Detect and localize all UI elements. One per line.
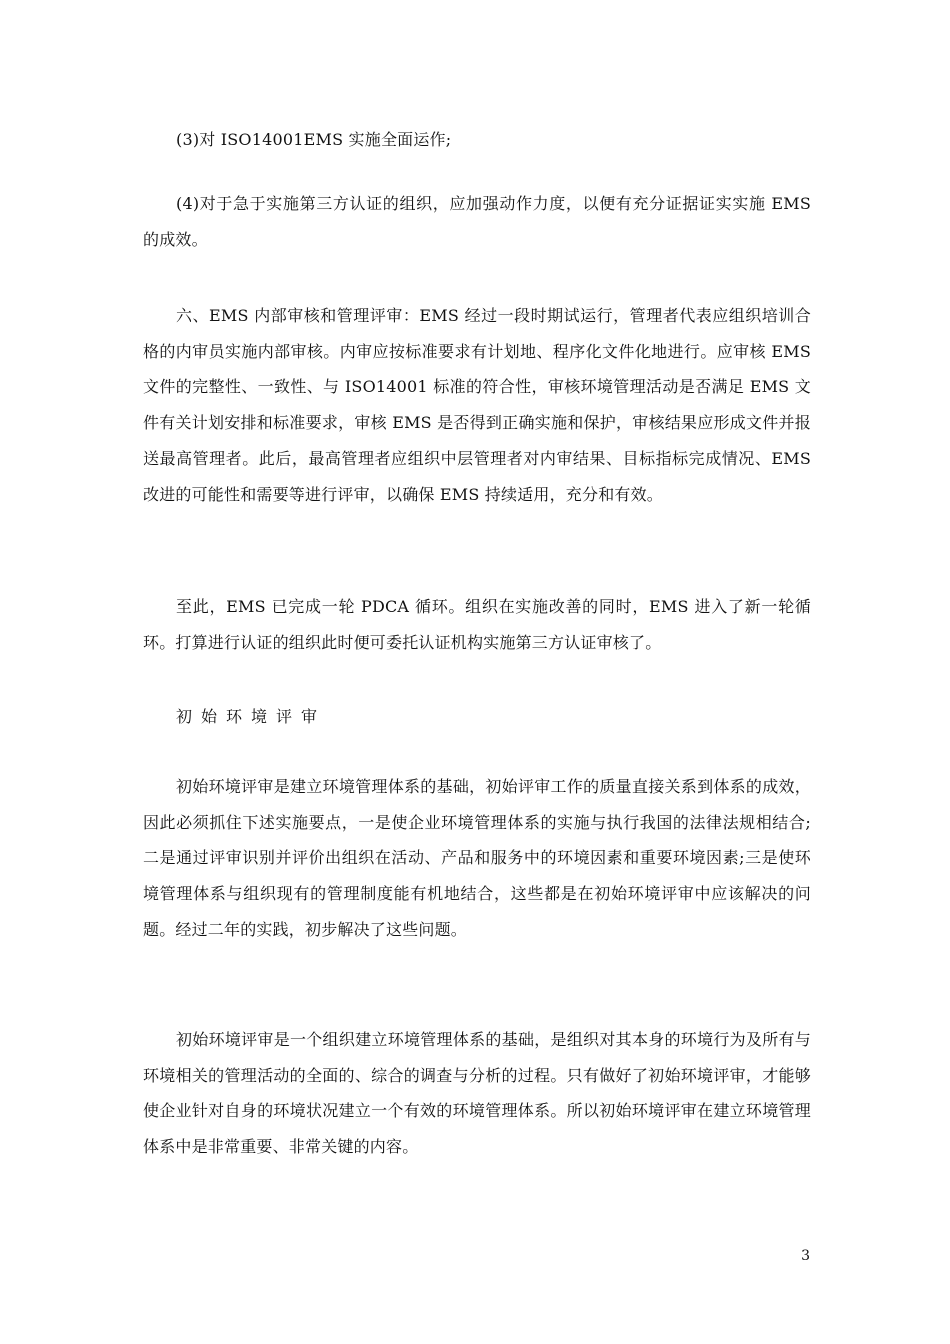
paragraph-item-3: (3)对 ISO14001EMS 实施全面运作; <box>176 130 452 149</box>
paragraph-section-six: 六、EMS 内部审核和管理评审：EMS 经过一段时期试运行，管理者代表应组织培训合格的内审员实施内部审核。内审应按标准要求有计划地、程序化文件化地进行。应审核 EMS 文件的完整性、一致性、与 ISO14001 标准的符合性，审核环境管理活动是否满足 EMS 文件有关计划安排和标准要求，审核 EMS 是否得到正确实施和保护，审核结果应形成文件并报送最高管理者。此后，最高管理者应组织中层管理者对内审结果、目标指标完成情况、EMS 改进的可能性和需要等进行评审，以确保 EMS 持续适用，充分和有效。 <box>143 306 811 504</box>
paragraph-initial-review-1: 初始环境评审是建立环境管理体系的基础，初始评审工作的质量直接关系到体系的成效，因此必须抓住下述实施要点，一是使企业环境管理体系的实施与执行我国的法律法规相结合;二是通过评审识别并评价出组织在活动、产品和服务中的环境因素和重要环境因素;三是使环境管理体系与组织现有的管理制度能有机地结合，这些都是在初始环境评审中应该解决的问题。经过二年的实践，初步解决了这些问题。 <box>143 777 811 939</box>
page-number: 3 <box>801 1248 810 1264</box>
paragraph-pdca-summary: 至此，EMS 已完成一轮 PDCA 循环。组织在实施改善的同时，EMS 进入了新一轮循环。打算进行认证的组织此时便可委托认证机构实施第三方认证审核了。 <box>143 597 811 652</box>
paragraph-initial-review-2: 初始环境评审是一个组织建立环境管理体系的基础，是组织对其本身的环境行为及所有与环境相关的管理活动的全面的、综合的调查与分析的过程。只有做好了初始环境评审，才能够使企业针对自身的环境状况建立一个有效的环境管理体系。所以初始环境评审在建立环境管理体系中是非常重要、非常关键的内容。 <box>143 1030 811 1157</box>
paragraph-item-4: (4)对于急于实施第三方认证的组织，应加强动作力度，以便有充分证据证实实施 EMS 的成效。 <box>143 194 811 249</box>
section-heading: 初始环境评审 <box>176 707 327 726</box>
